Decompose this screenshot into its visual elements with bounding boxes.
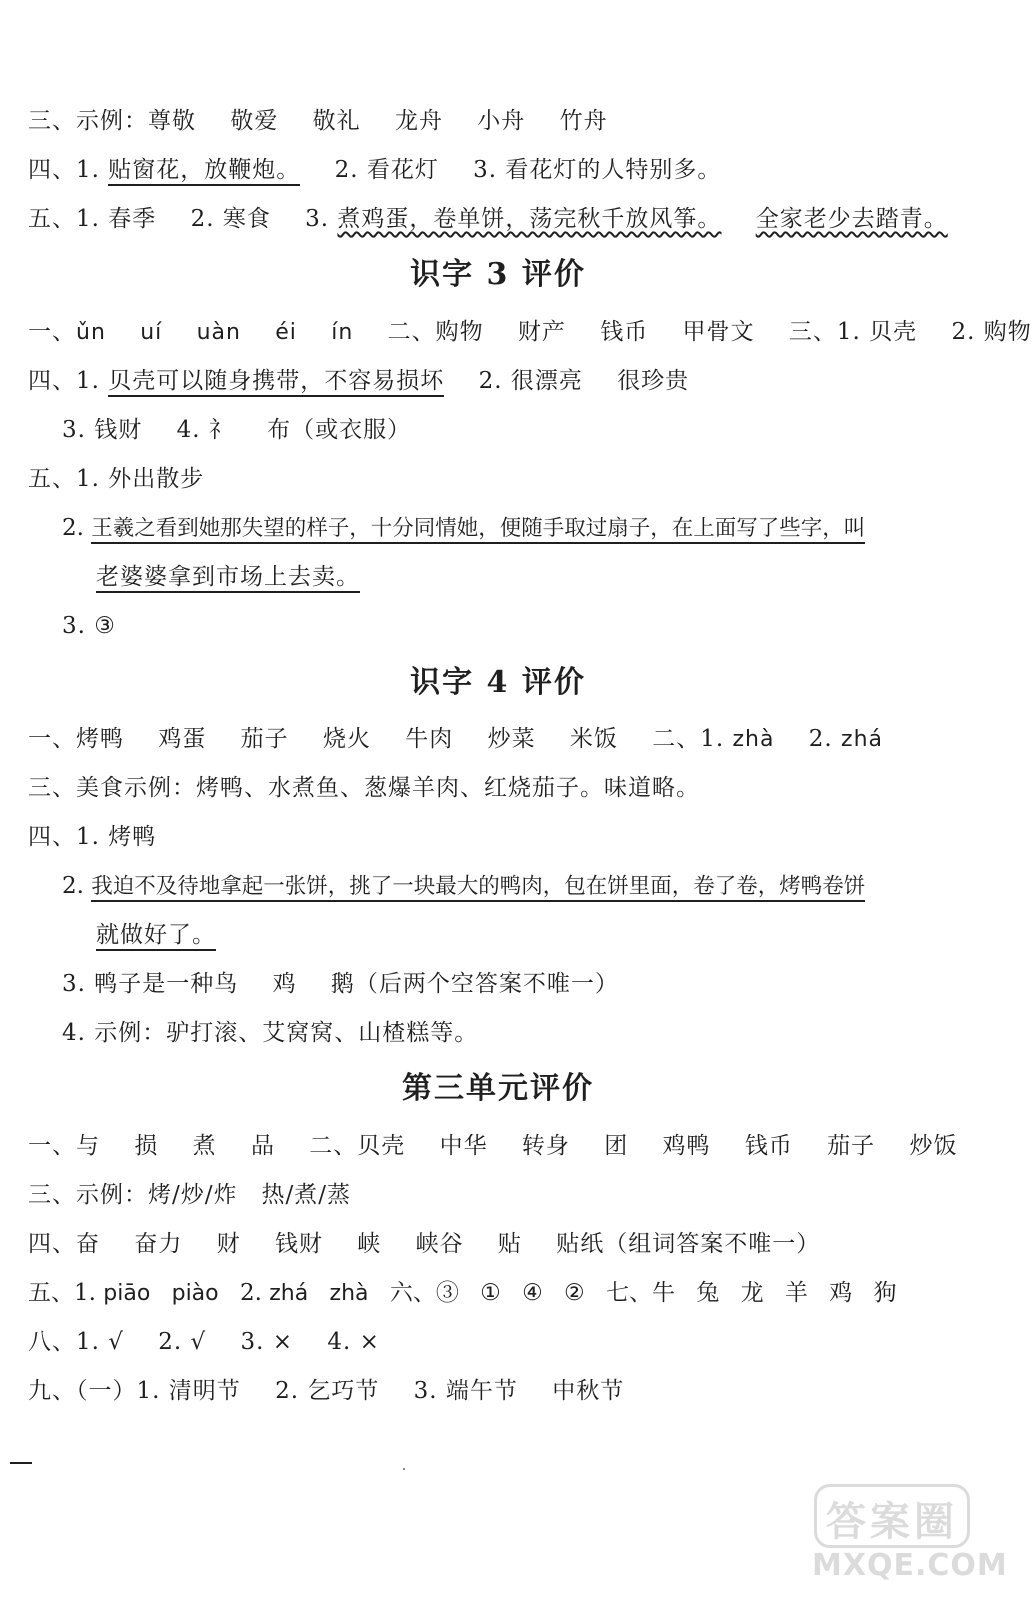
answer-text: 财 bbox=[216, 1231, 241, 1257]
answer-text: 敬礼 bbox=[312, 108, 361, 134]
answer-text: 茄子 bbox=[240, 726, 289, 752]
answer-text: 峡 bbox=[357, 1231, 382, 1257]
answer-text: 敬爱 bbox=[230, 108, 279, 134]
answer-text: 一、与 bbox=[28, 1133, 100, 1159]
underlined-answer: 我迫不及待地拿起一张饼，挑了一块最大的鸭肉，包在饼里面，卷了卷，烤鸭卷饼 bbox=[91, 874, 865, 902]
answer-line-5 bbox=[28, 464, 204, 494]
answer-text: 鹅（后两个空答案不唯一） bbox=[330, 971, 619, 997]
answer-text: ① bbox=[480, 1280, 501, 1306]
answer-text: 五、1. 外出散步 bbox=[28, 466, 205, 492]
item-number: 2. bbox=[62, 515, 92, 541]
underlined-answer: 老婆婆拿到市场上去卖。 bbox=[96, 564, 360, 593]
pinyin: ǔn bbox=[76, 320, 106, 345]
answer-text: 财产 bbox=[517, 319, 566, 345]
item-number: 二、1. bbox=[652, 726, 733, 752]
answer-line-5 bbox=[28, 204, 948, 234]
answer-text: 转身 bbox=[521, 1133, 570, 1159]
answer-text: 中秋节 bbox=[552, 1378, 625, 1404]
answer-line-3 bbox=[28, 1180, 351, 1210]
pinyin: zhà bbox=[732, 727, 775, 752]
answer-text: 炒饭 bbox=[909, 1133, 958, 1159]
answer-text: 鸡蛋 bbox=[158, 726, 207, 752]
answer-text: 峡谷 bbox=[415, 1231, 464, 1257]
item-number: 四、1. bbox=[28, 368, 109, 394]
answer-text: ④ bbox=[522, 1280, 543, 1306]
answer-text: 2. 购物 bbox=[951, 319, 1032, 345]
item-number: 2. bbox=[239, 1280, 270, 1306]
answer-line-4-2-cont bbox=[96, 920, 216, 950]
answer-text: 贴 bbox=[497, 1231, 522, 1257]
answer-text: 烧火 bbox=[322, 726, 371, 752]
answer-text: 3. 端午节 bbox=[413, 1378, 518, 1404]
answer-line-4-cont bbox=[62, 415, 411, 445]
answer-text: 羊 bbox=[784, 1280, 808, 1306]
answer-text: 茄子 bbox=[827, 1133, 876, 1159]
section-title: 识字 3 评价 bbox=[410, 257, 586, 292]
speck bbox=[403, 1468, 405, 1470]
answer-text: 九、（一）1. 清明节 bbox=[28, 1378, 241, 1404]
answer-line-4-4 bbox=[62, 1018, 478, 1048]
answer-text: 4. × bbox=[327, 1329, 380, 1355]
answer-line-4 bbox=[28, 155, 721, 185]
pinyin: éi bbox=[275, 320, 297, 345]
answer-text: 二、贝壳 bbox=[309, 1133, 406, 1159]
item-number: 四、1. bbox=[28, 157, 109, 183]
answer-line-4-3 bbox=[62, 969, 619, 999]
item-number: 2. bbox=[62, 873, 92, 899]
answer-text: 4. 示例：驴打滚、艾窝窝、山楂糕等。 bbox=[62, 1020, 479, 1046]
answer-text: 甲骨文 bbox=[682, 319, 755, 345]
answer-text: 布（或衣服） bbox=[267, 417, 412, 443]
answer-text: 3. × bbox=[240, 1329, 293, 1355]
pinyin: piāo bbox=[103, 1281, 151, 1306]
answer-text: 2. 很漂亮 bbox=[478, 368, 583, 394]
item-number: 2. bbox=[808, 726, 842, 752]
answer-text: 三、1. 贝壳 bbox=[788, 319, 918, 345]
answer-text: 二、购物 bbox=[387, 319, 484, 345]
pinyin: ín bbox=[331, 320, 354, 345]
answer-text: 煮 bbox=[192, 1133, 217, 1159]
answer-text: 米饭 bbox=[569, 726, 618, 752]
answer-text: 鸡鸭 bbox=[662, 1133, 711, 1159]
answer-text: 贴纸（组词答案不唯一） bbox=[556, 1231, 821, 1257]
answer-text: 3. 看花灯的人特别多。 bbox=[473, 157, 722, 183]
answer-text: 五、1. 春季 bbox=[28, 206, 157, 232]
answer-text: ② bbox=[564, 1280, 585, 1306]
answer-text: 2. √ bbox=[158, 1329, 207, 1355]
answer-text: 龙舟 bbox=[394, 108, 443, 134]
answer-line-4-2 bbox=[62, 871, 865, 902]
answer-text: 很珍贵 bbox=[617, 368, 690, 394]
answer-text: 炒菜 bbox=[487, 726, 536, 752]
underlined-answer: 贝壳可以随身携带，不容易损坏 bbox=[108, 368, 444, 397]
answer-line-4 bbox=[28, 1229, 820, 1259]
answer-text: 3. 鸭子是一种鸟 bbox=[62, 971, 239, 997]
answer-text: 三、美食示例：烤鸭、水煮鱼、葱爆羊肉、红烧茄子。味道略。 bbox=[28, 775, 700, 801]
answer-text: 一、烤鸭 bbox=[28, 726, 124, 752]
answer-line-9 bbox=[28, 1376, 624, 1406]
answer-text: 三、示例：尊敬 bbox=[28, 108, 196, 134]
answer-line-3 bbox=[28, 106, 608, 136]
section-title: 第三单元评价 bbox=[402, 1071, 594, 1106]
answer-text: 兔 bbox=[696, 1280, 720, 1306]
answer-text: 3. ③ bbox=[62, 613, 116, 639]
answer-text: 龙 bbox=[740, 1280, 764, 1306]
answer-text: 钱币 bbox=[600, 319, 649, 345]
pinyin: piào bbox=[171, 1281, 219, 1306]
answer-line-3 bbox=[28, 773, 700, 803]
answer-text: 品 bbox=[250, 1133, 275, 1159]
answer-text: 四、1. 烤鸭 bbox=[28, 824, 157, 850]
answer-line-1 bbox=[28, 317, 1032, 348]
wavy-underlined-answer: 煮鸡蛋，卷单饼，荡完秋千放风筝。 bbox=[337, 206, 722, 232]
pinyin: zhà bbox=[329, 1281, 369, 1306]
answer-line-5-2-cont bbox=[96, 562, 360, 592]
watermark-logo bbox=[808, 1476, 1008, 1588]
answer-text: 中华 bbox=[439, 1133, 488, 1159]
underlined-answer: 王羲之看到她那失望的样子，十分同情她，便随手取过扇子，在上面写了些字，叫 bbox=[91, 516, 865, 544]
answer-line-1 bbox=[28, 724, 883, 755]
answer-text: 损 bbox=[134, 1133, 159, 1159]
answer-text: 奋力 bbox=[134, 1231, 183, 1257]
answer-line-5 bbox=[28, 1278, 897, 1309]
wavy-underlined-answer: 全家老少去踏青。 bbox=[755, 206, 948, 232]
pinyin: zhá bbox=[269, 1281, 309, 1306]
answer-text: 牛肉 bbox=[405, 726, 454, 752]
watermark-cn: 答案圈 bbox=[826, 1498, 958, 1545]
answer-text: 七、牛 bbox=[605, 1280, 675, 1306]
answer-text: 鸡 bbox=[829, 1280, 853, 1306]
item-number: 3. bbox=[305, 206, 338, 232]
answer-line-5-2 bbox=[62, 513, 865, 544]
section-title: 识字 4 评价 bbox=[410, 665, 586, 700]
answer-text: 钱币 bbox=[744, 1133, 793, 1159]
answer-text: 钱财 bbox=[274, 1231, 323, 1257]
underlined-answer: 就做好了。 bbox=[96, 922, 216, 951]
answer-line-8 bbox=[28, 1327, 380, 1357]
answer-text: 小舟 bbox=[477, 108, 526, 134]
answer-text: 三、示例：烤/炒/炸 热/煮/蒸 bbox=[28, 1182, 351, 1208]
item-number: 五、1. bbox=[28, 1280, 104, 1306]
answer-line-1 bbox=[28, 1131, 957, 1161]
answer-line-4 bbox=[28, 822, 156, 852]
answer-text: 团 bbox=[604, 1133, 629, 1159]
answer-line-5-3 bbox=[62, 611, 116, 641]
answer-text: 六、③ bbox=[389, 1280, 459, 1306]
answer-text: 八、1. √ bbox=[28, 1329, 124, 1355]
answer-text: 3. 钱财 bbox=[62, 417, 143, 443]
answer-text: 2. 看花灯 bbox=[334, 157, 439, 183]
answer-text: 鸡 bbox=[272, 971, 297, 997]
answer-line-4 bbox=[28, 366, 689, 396]
pinyin: zhá bbox=[841, 727, 883, 752]
answer-text: 竹舟 bbox=[559, 108, 608, 134]
answer-text: 2. 乞巧节 bbox=[275, 1378, 380, 1404]
answer-text: 狗 bbox=[873, 1280, 897, 1306]
pinyin: uàn bbox=[196, 320, 241, 345]
watermark-en: MXQE.COM bbox=[812, 1548, 1008, 1583]
answer-text: 2. 寒食 bbox=[190, 206, 271, 232]
pinyin: uí bbox=[140, 320, 163, 345]
page-rule bbox=[10, 1462, 32, 1464]
answer-text: 4. 礻 bbox=[176, 417, 233, 443]
item-number: 一、 bbox=[28, 319, 76, 345]
underlined-answer: 贴窗花，放鞭炮。 bbox=[108, 157, 300, 186]
answer-text: 四、奋 bbox=[28, 1231, 100, 1257]
